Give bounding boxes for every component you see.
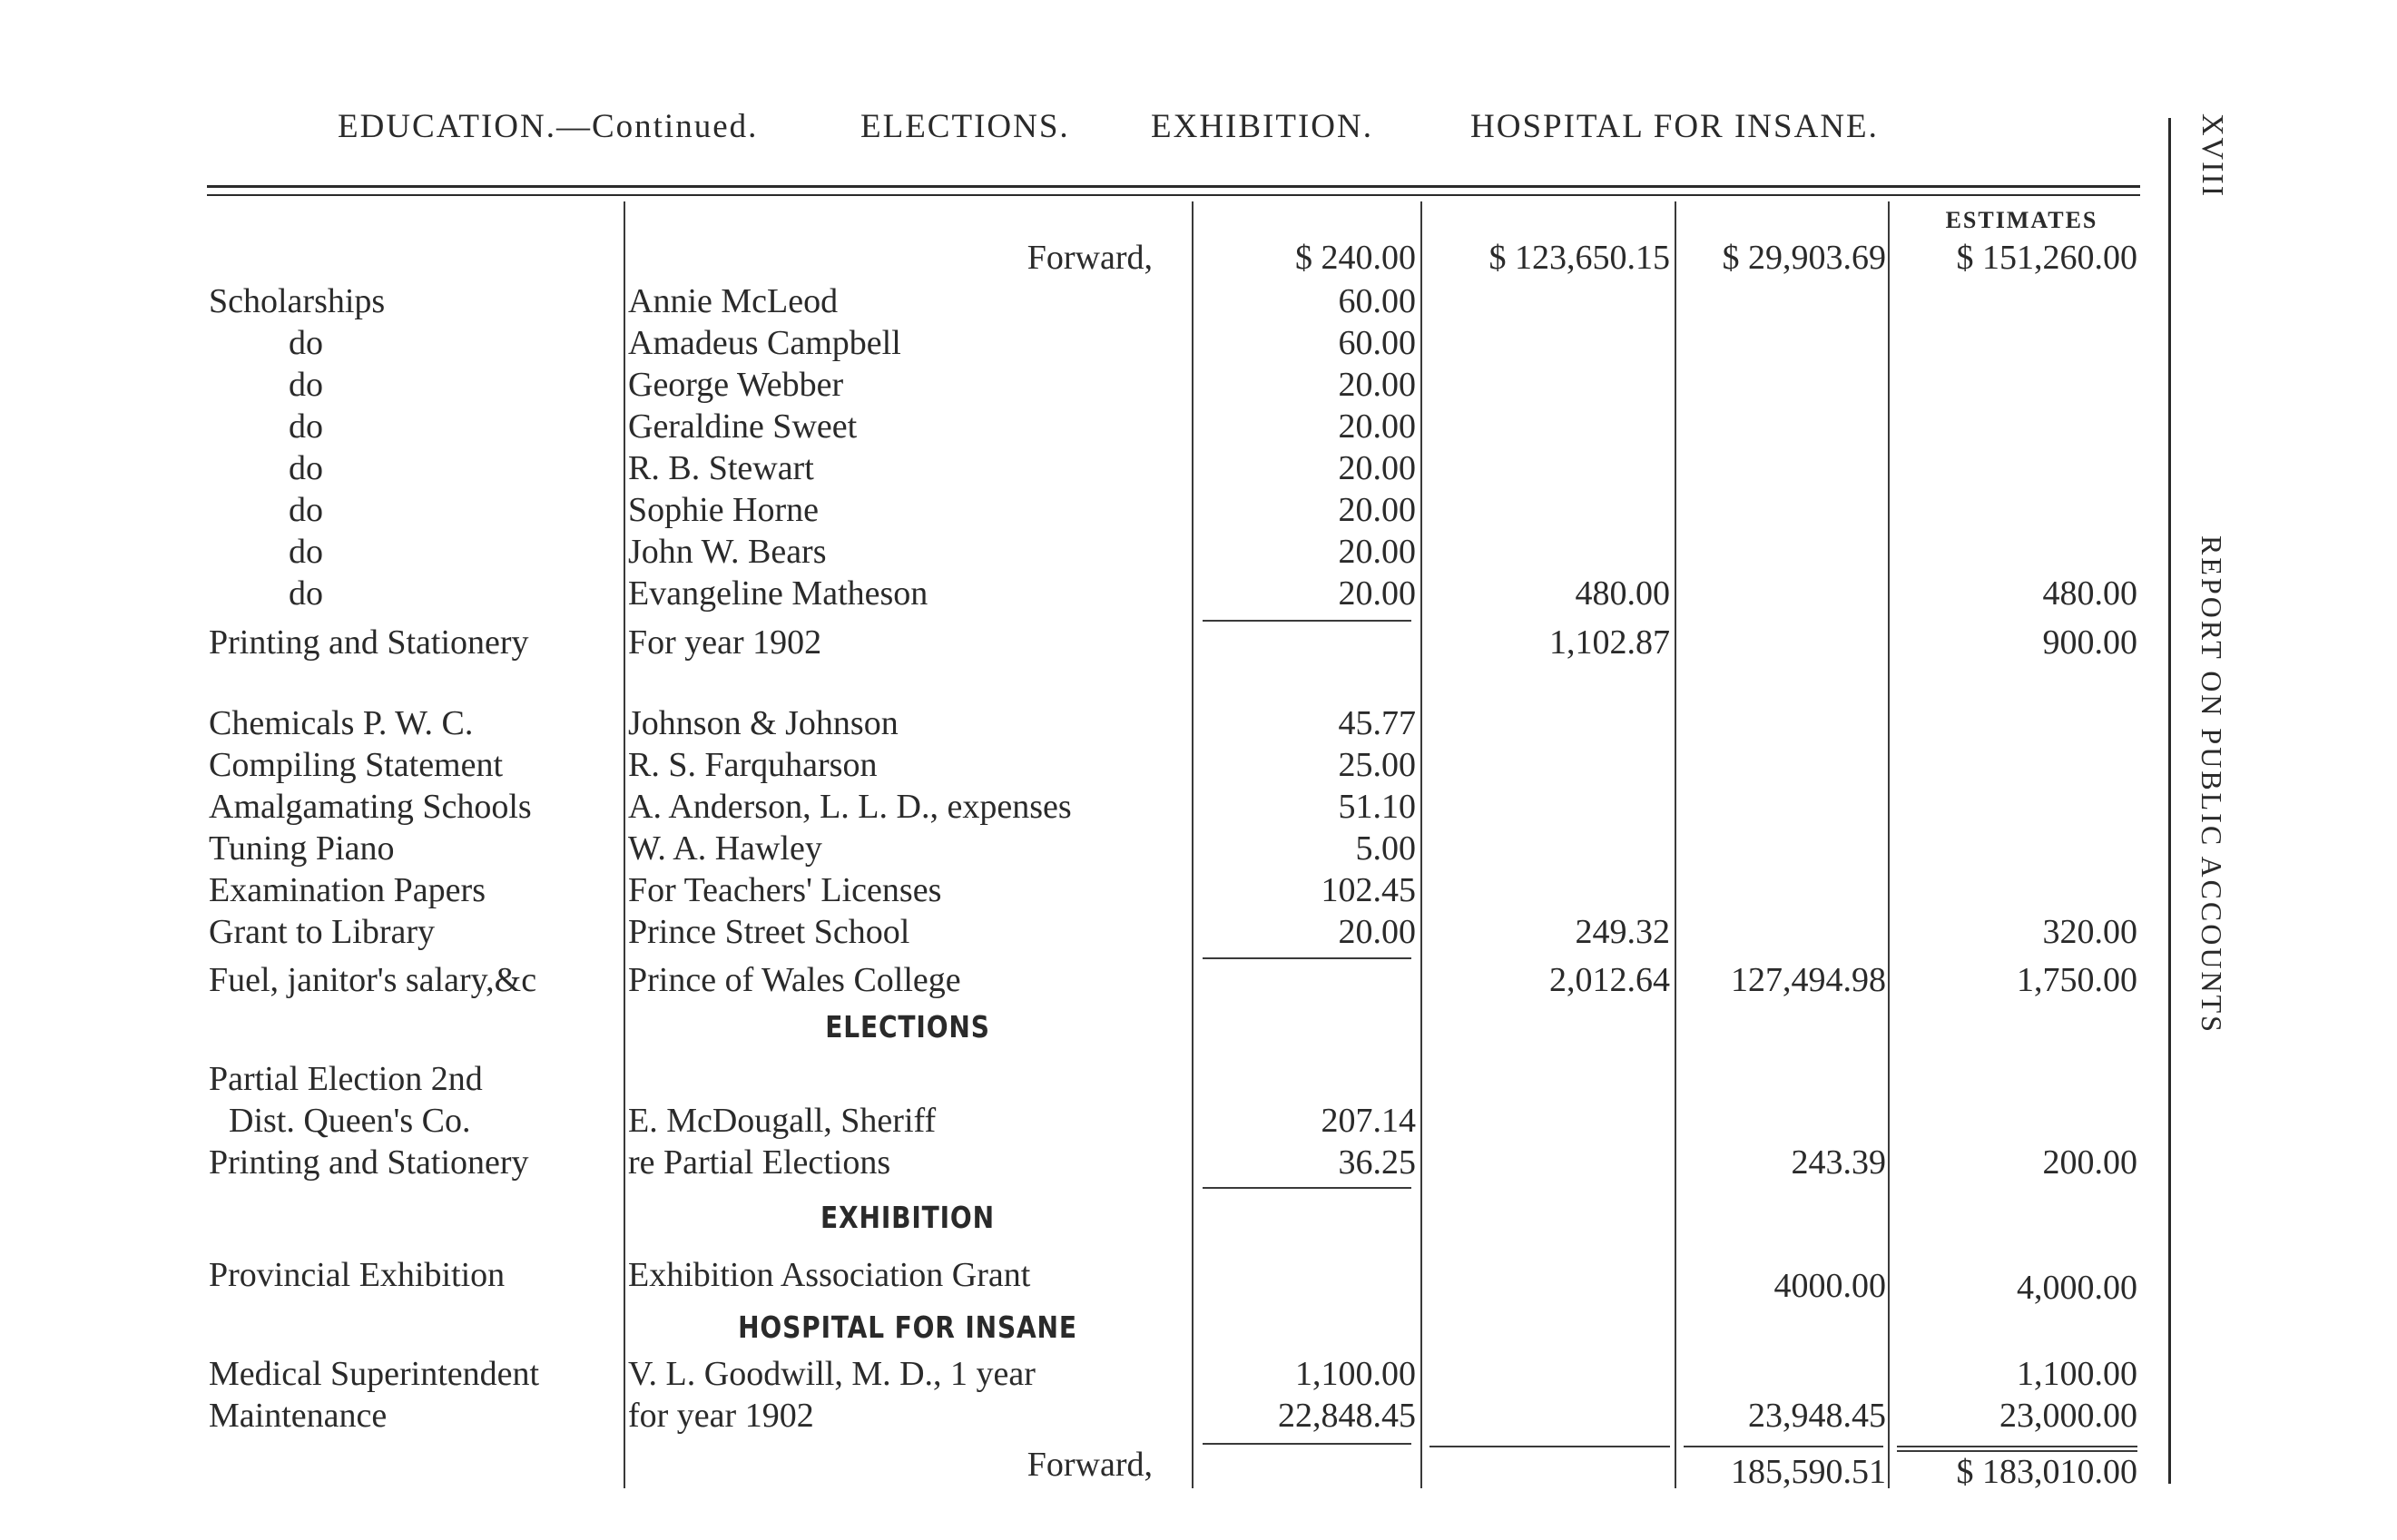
row-item: Scholarships bbox=[209, 282, 386, 320]
page-number: XVIII bbox=[2196, 113, 2229, 199]
row-payee: re Partial Elections bbox=[628, 1143, 891, 1182]
row-c4: 900.00 bbox=[2042, 623, 2137, 662]
row-c3: 4000.00 bbox=[1773, 1267, 1886, 1305]
section-hospital: HOSPITAL FOR INSANE bbox=[738, 1309, 1077, 1345]
row-item: Dist. Queen's Co. bbox=[229, 1102, 471, 1140]
row-payee: George Webber bbox=[628, 366, 844, 404]
row-payee: A. Anderson, L. L. D., expenses bbox=[628, 788, 1072, 826]
sum-rule-education bbox=[1203, 957, 1411, 959]
forward-bottom-c4: $ 183,010.00 bbox=[1956, 1453, 2137, 1491]
row-payee: Prince Street School bbox=[628, 913, 910, 951]
row-payee: Sophie Horne bbox=[628, 491, 820, 529]
row-item: do bbox=[289, 449, 323, 487]
row-item: Chemicals P. W. C. bbox=[209, 704, 474, 742]
running-title: REPORT ON PUBLIC ACCOUNTS bbox=[2196, 535, 2228, 1035]
row-payee: Geraldine Sweet bbox=[628, 407, 858, 446]
header-rule-top bbox=[207, 185, 2140, 188]
row-c1: 20.00 bbox=[1338, 366, 1416, 404]
forward-top-c4: $ 151,260.00 bbox=[1956, 239, 2137, 277]
row-c1: 20.00 bbox=[1338, 913, 1416, 951]
row-c1: 22,848.45 bbox=[1278, 1397, 1416, 1435]
row-c2: 480.00 bbox=[1575, 574, 1670, 613]
forward-bottom-label: Forward, bbox=[1027, 1446, 1153, 1484]
header-hospital: HOSPITAL FOR INSANE. bbox=[1470, 108, 1879, 145]
row-item: do bbox=[289, 366, 323, 404]
row-item: do bbox=[289, 324, 323, 362]
section-elections: ELECTIONS bbox=[825, 1009, 990, 1045]
row-c1: 20.00 bbox=[1338, 407, 1416, 446]
row-item: Maintenance bbox=[209, 1397, 388, 1435]
sum-rule-elections bbox=[1203, 1187, 1411, 1189]
header-education-text: EDUCATION.—Continued. bbox=[338, 108, 759, 145]
column-divider-c1 bbox=[1420, 201, 1422, 1488]
row-item: Amalgamating Schools bbox=[209, 788, 532, 826]
row-payee: for year 1902 bbox=[628, 1397, 814, 1435]
row-payee: Prince of Wales College bbox=[628, 961, 961, 999]
sum-rule-hospital-c2 bbox=[1429, 1446, 1670, 1447]
row-c1: 20.00 bbox=[1338, 574, 1416, 613]
row-c1: 20.00 bbox=[1338, 533, 1416, 571]
row-c1: 1,100.00 bbox=[1295, 1355, 1416, 1393]
right-margin-rule bbox=[2168, 118, 2171, 1484]
sum-rule-hospital-c1 bbox=[1203, 1443, 1411, 1445]
row-payee: Annie McLeod bbox=[628, 282, 839, 320]
column-divider-c2 bbox=[1675, 201, 1676, 1488]
forward-top-c2: $ 123,650.15 bbox=[1488, 239, 1670, 277]
row-c1: 20.00 bbox=[1338, 449, 1416, 487]
row-item: do bbox=[289, 491, 323, 529]
header-exhibition: EXHIBITION. bbox=[1151, 108, 1373, 145]
row-item: Grant to Library bbox=[209, 913, 436, 951]
row-c1: 45.77 bbox=[1338, 704, 1416, 742]
row-c1: 60.00 bbox=[1338, 282, 1416, 320]
row-item: do bbox=[289, 533, 323, 571]
row-payee: Exhibition Association Grant bbox=[628, 1256, 1031, 1294]
row-payee: For year 1902 bbox=[628, 623, 822, 662]
row-c3: 23,948.45 bbox=[1748, 1397, 1886, 1435]
column-divider-payee bbox=[1192, 201, 1194, 1488]
forward-top-c3: $ 29,903.69 bbox=[1722, 239, 1886, 277]
row-c1: 102.45 bbox=[1321, 871, 1416, 909]
row-item: Fuel, janitor's salary,&c bbox=[209, 961, 537, 999]
row-item: do bbox=[289, 574, 323, 613]
row-c4: 200.00 bbox=[2042, 1143, 2137, 1182]
row-item: Medical Superintendent bbox=[209, 1355, 540, 1393]
row-payee: For Teachers' Licenses bbox=[628, 871, 942, 909]
row-payee: V. L. Goodwill, M. D., 1 year bbox=[628, 1355, 1036, 1393]
row-c1: 25.00 bbox=[1338, 746, 1416, 784]
row-c1: 36.25 bbox=[1338, 1143, 1416, 1182]
row-item: Provincial Exhibition bbox=[209, 1256, 506, 1294]
row-payee: John W. Bears bbox=[628, 533, 827, 571]
row-item: Printing and Stationery bbox=[209, 1143, 529, 1182]
sum-rule-hospital-c4 bbox=[1897, 1446, 2137, 1447]
header-elections: ELECTIONS. bbox=[860, 108, 1070, 145]
estimates-label: ESTIMATES bbox=[1945, 207, 2098, 233]
row-c1: 60.00 bbox=[1338, 324, 1416, 362]
row-item: Tuning Piano bbox=[209, 829, 395, 868]
row-c4: 1,750.00 bbox=[2017, 961, 2137, 999]
row-c4: 480.00 bbox=[2042, 574, 2137, 613]
row-c3: 243.39 bbox=[1791, 1143, 1886, 1182]
row-payee: R. S. Farquharson bbox=[628, 746, 878, 784]
row-c4: 320.00 bbox=[2042, 913, 2137, 951]
row-c4: 4,000.00 bbox=[2017, 1269, 2137, 1307]
forward-top-c1: $ 240.00 bbox=[1295, 239, 1416, 277]
section-exhibition: EXHIBITION bbox=[820, 1200, 995, 1235]
header-education bbox=[338, 107, 758, 146]
column-divider-item bbox=[624, 201, 625, 1488]
row-c1: 5.00 bbox=[1355, 829, 1416, 868]
row-c4: 23,000.00 bbox=[1999, 1397, 2137, 1435]
forward-bottom-c3: 185,590.51 bbox=[1731, 1453, 1886, 1491]
row-payee: Amadeus Campbell bbox=[628, 324, 901, 362]
forward-top-label: Forward, bbox=[1027, 239, 1153, 277]
row-item: do bbox=[289, 407, 323, 446]
column-divider-c3 bbox=[1888, 201, 1890, 1488]
row-c1: 51.10 bbox=[1338, 788, 1416, 826]
row-c2: 2,012.64 bbox=[1549, 961, 1670, 999]
sum-rule-scholarships bbox=[1203, 620, 1411, 622]
row-payee: Johnson & Johnson bbox=[628, 704, 899, 742]
header-rule-bottom bbox=[207, 194, 2140, 196]
row-c4: 1,100.00 bbox=[2017, 1355, 2137, 1393]
row-payee: W. A. Hawley bbox=[628, 829, 822, 868]
row-payee: R. B. Stewart bbox=[628, 449, 814, 487]
row-item: Partial Election 2nd bbox=[209, 1060, 483, 1098]
row-c3: 127,494.98 bbox=[1731, 961, 1886, 999]
row-c2: 249.32 bbox=[1575, 913, 1670, 951]
row-c1: 20.00 bbox=[1338, 491, 1416, 529]
row-item: Printing and Stationery bbox=[209, 623, 529, 662]
row-payee: Evangeline Matheson bbox=[628, 574, 928, 613]
sum-rule-hospital-c3 bbox=[1684, 1446, 1883, 1447]
row-item: Examination Papers bbox=[209, 871, 486, 909]
row-item: Compiling Statement bbox=[209, 746, 504, 784]
row-c2: 1,102.87 bbox=[1549, 623, 1670, 662]
row-payee: E. McDougall, Sheriff bbox=[628, 1102, 937, 1140]
row-c1: 207.14 bbox=[1321, 1102, 1416, 1140]
